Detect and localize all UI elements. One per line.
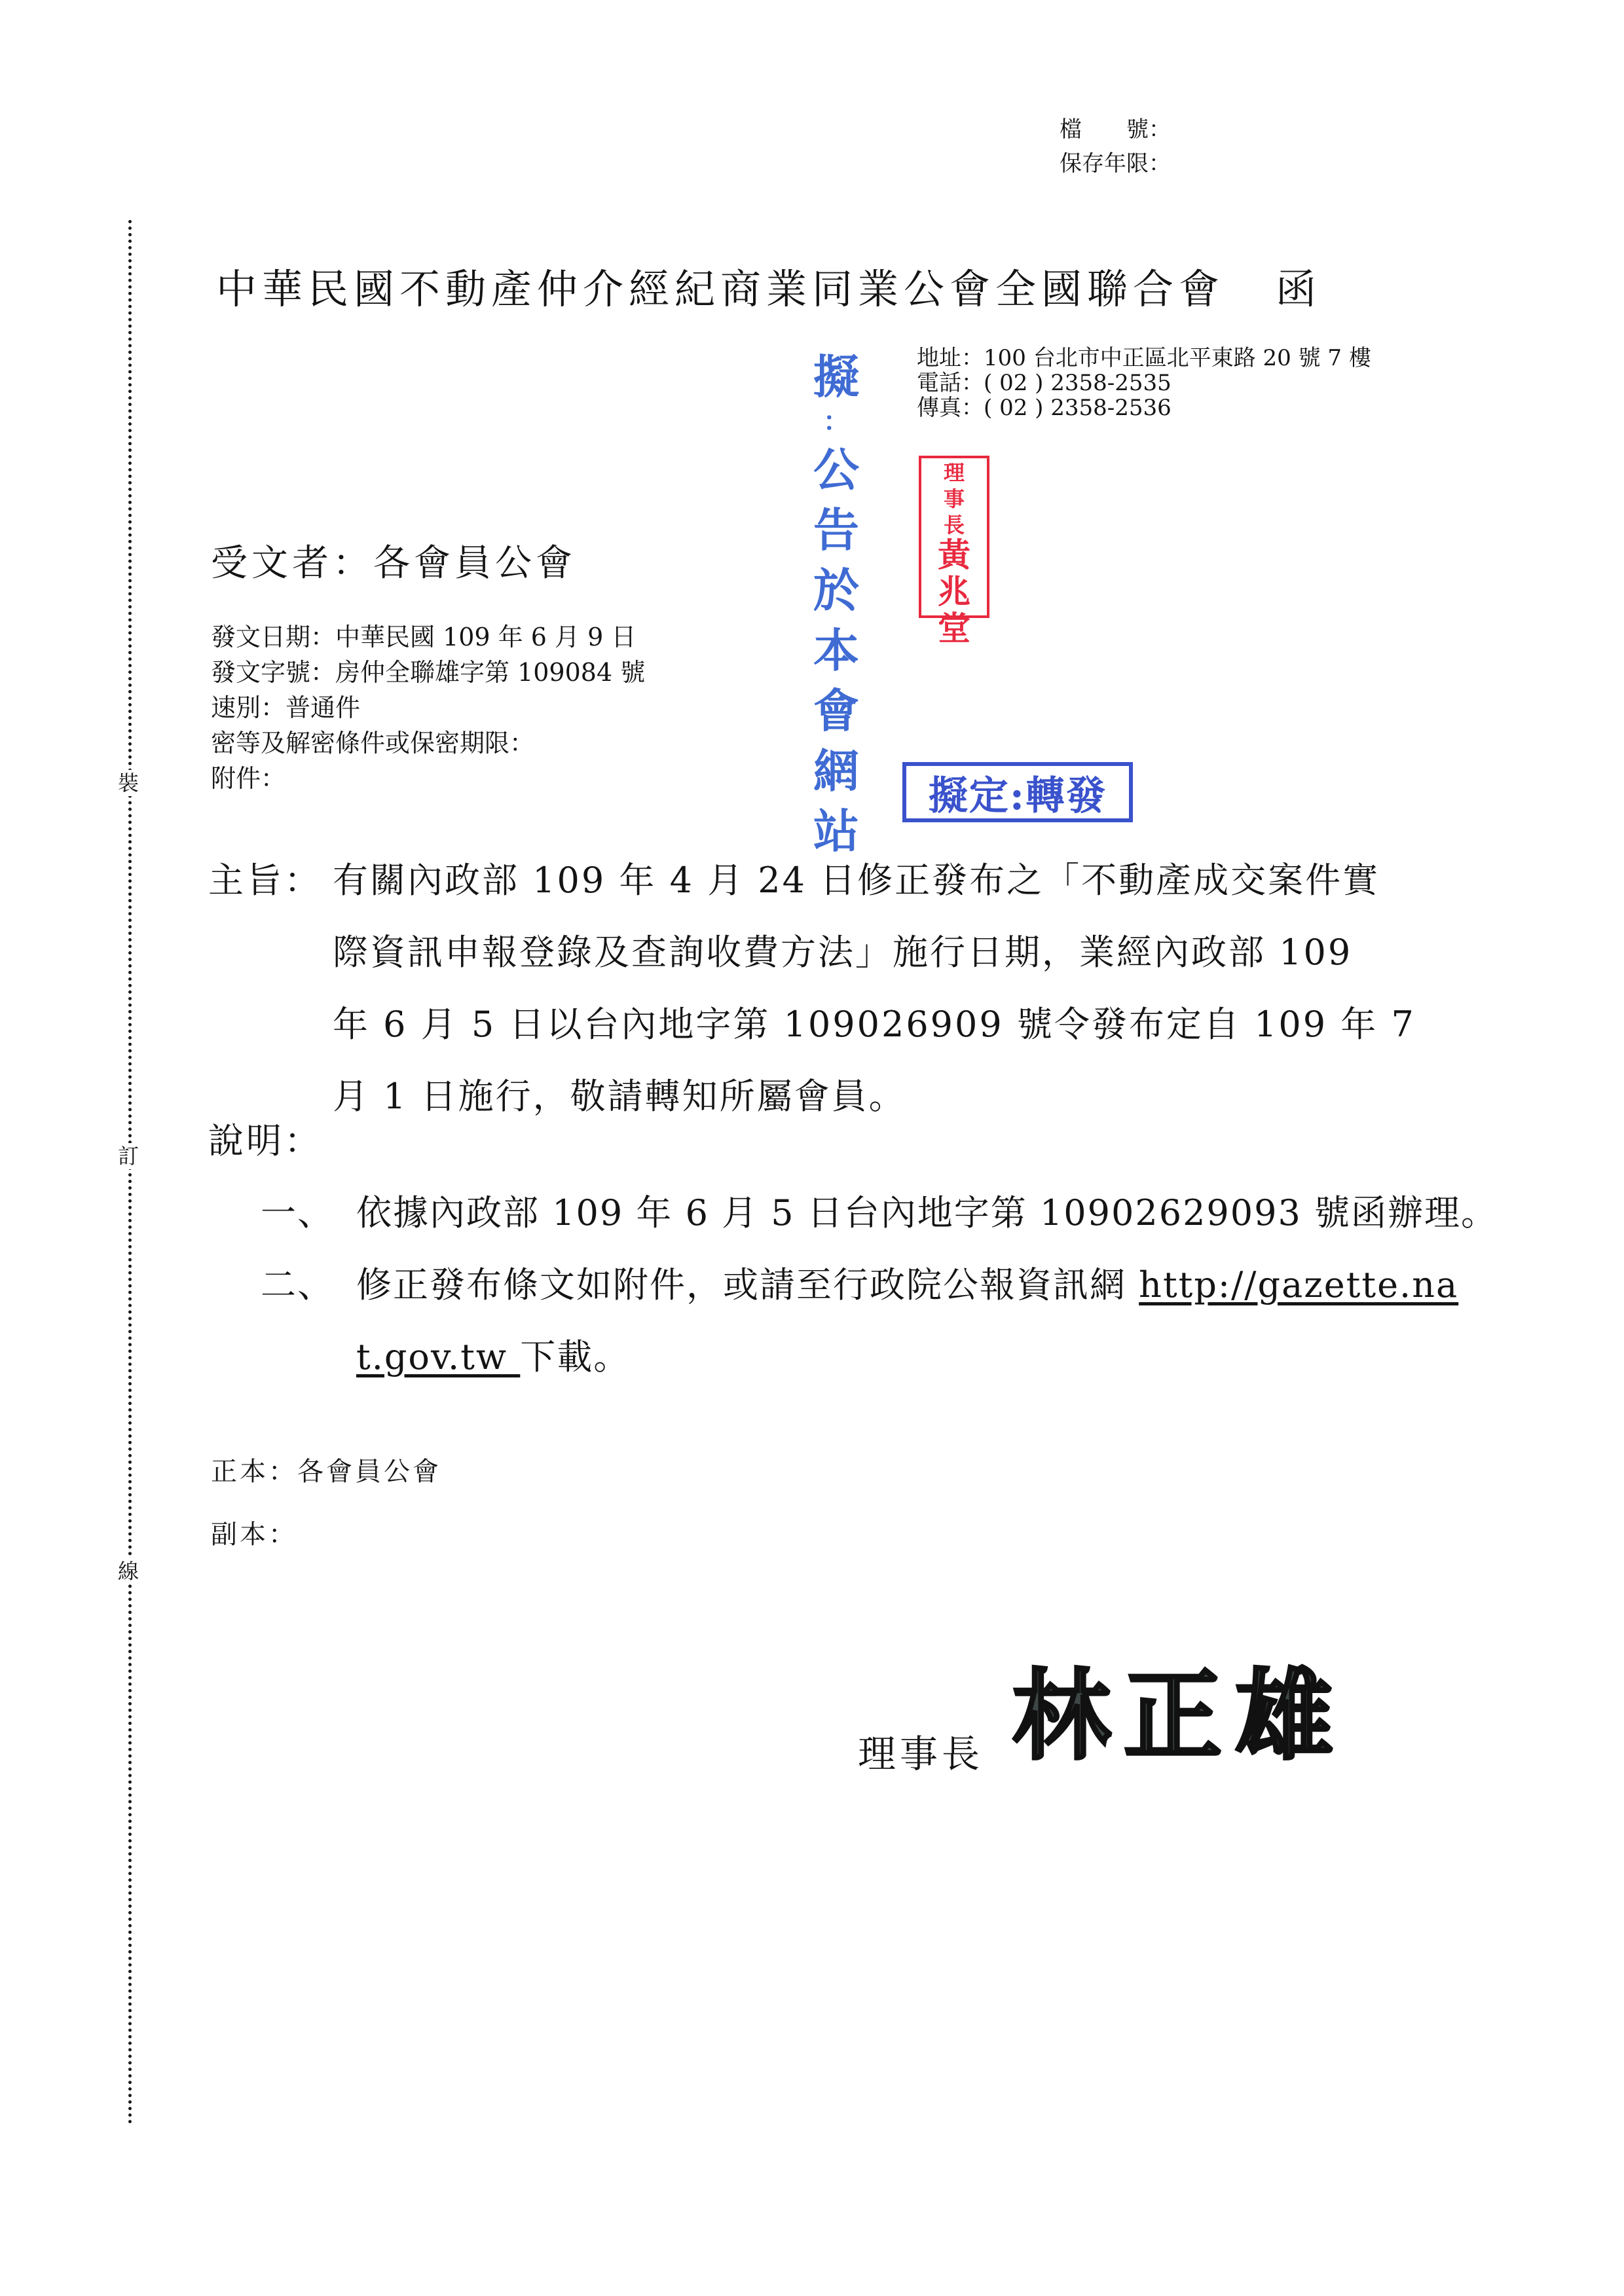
stamp-char: 網 xyxy=(813,744,859,798)
subject-line: 年 6 月 5 日以台內地字第 109026909 號令發布定自 109 年 7 xyxy=(333,1004,1416,1045)
contact-block xyxy=(917,346,1371,420)
seal-char: 事 xyxy=(943,486,965,511)
binding-line xyxy=(128,220,132,2125)
item-text-line-2 xyxy=(356,1329,630,1379)
stamp-char: 會 xyxy=(813,684,859,738)
fax: 傳真：( 02 ) 2358-2536 xyxy=(917,395,1172,421)
stamp-char: 站 xyxy=(813,805,859,858)
seal-char: 長 xyxy=(943,513,965,538)
document-number: 發文字號：房仲全聯雄字第 109084 號 xyxy=(211,658,646,687)
stamp-char: 於 xyxy=(813,564,859,617)
stamp-char: 擬 xyxy=(813,350,859,404)
stamp-char: ： xyxy=(823,407,849,437)
binding-mark-ding: 訂 xyxy=(113,1143,144,1169)
document-title xyxy=(216,257,1321,315)
signature-title: 理事長 xyxy=(858,1732,984,1776)
recipient: 受文者：各會員公會 xyxy=(211,542,576,585)
item-text: 依據內政部 109 年 6 月 5 日台內地字第 10902629093 號函辦理。 xyxy=(356,1192,1498,1233)
original-recipient: 正本：各會員公會 xyxy=(211,1457,441,1487)
stamp-char: 告 xyxy=(813,503,859,557)
subject-line: 月 1 日施行，敬請轉知所屬會員。 xyxy=(333,1076,906,1117)
subject-line: 際資訊申報登錄及查詢收費方法」施行日期，業經內政部 109 xyxy=(333,932,1353,973)
speed-class: 速別：普通件 xyxy=(211,693,361,722)
copies-block xyxy=(211,1440,441,1566)
item-text: 下載。 xyxy=(520,1336,631,1377)
confidentiality: 密等及解密條件或保密期限： xyxy=(211,729,535,757)
item-text: 修正發布條文如附件，或請至行政院公報資訊網 xyxy=(356,1264,1139,1305)
seal-char: 兆 xyxy=(938,572,970,611)
file-info-block xyxy=(1060,113,1171,181)
item-number: 一、 xyxy=(261,1192,334,1233)
organization-name: 中華民國不動產仲介經紀商業同業公會全國聯合會 xyxy=(216,265,1225,313)
subject-label: 主旨： xyxy=(208,860,322,901)
gazette-link[interactable]: http://gazette.na xyxy=(1139,1264,1459,1305)
seal-char: 理 xyxy=(943,460,965,485)
seal-char: 堂 xyxy=(938,609,970,647)
issue-date: 發文日期：中華民國 109 年 6 月 9 日 xyxy=(211,623,637,651)
binding-mark-xian: 線 xyxy=(113,1558,144,1584)
file-number-label: 檔 號： xyxy=(1060,117,1171,143)
address: 地址：100 台北市中正區北平東路 20 號 7 樓 xyxy=(917,345,1371,371)
explanation-item-1 xyxy=(261,1185,1505,1231)
signature-name: 林正雄 xyxy=(1012,1660,1347,1774)
stamp-announce-on-website xyxy=(807,351,866,862)
document-type: 函 xyxy=(1276,265,1322,313)
seal-char: 黃 xyxy=(938,536,970,574)
signature-block xyxy=(858,1637,1346,1778)
retention-label: 保存年限： xyxy=(1060,151,1171,177)
gazette-link-continued[interactable]: t.gov.tw xyxy=(356,1336,521,1377)
attachments: 附件： xyxy=(211,764,286,793)
stamp-char: 本 xyxy=(813,624,859,678)
chairman-seal-red xyxy=(919,456,989,647)
meta-fields xyxy=(211,619,645,796)
stamp-char: 公 xyxy=(813,443,859,497)
explanation-item-2 xyxy=(261,1257,1505,1388)
item-text-line-1 xyxy=(356,1257,1458,1307)
explanation-label: 說明： xyxy=(208,1120,322,1161)
subject-line: 有關內政部 109 年 4 月 24 日修正發布之「不動產成交案件實 xyxy=(333,860,1380,901)
item-number: 二、 xyxy=(261,1264,334,1305)
phone: 電話：( 02 ) 2358-2535 xyxy=(917,370,1172,396)
cc-recipient: 副本： xyxy=(211,1520,297,1550)
binding-mark-zhuang: 裝 xyxy=(113,770,144,796)
stamp-forward-decision: 擬定:轉發 xyxy=(902,762,1133,822)
